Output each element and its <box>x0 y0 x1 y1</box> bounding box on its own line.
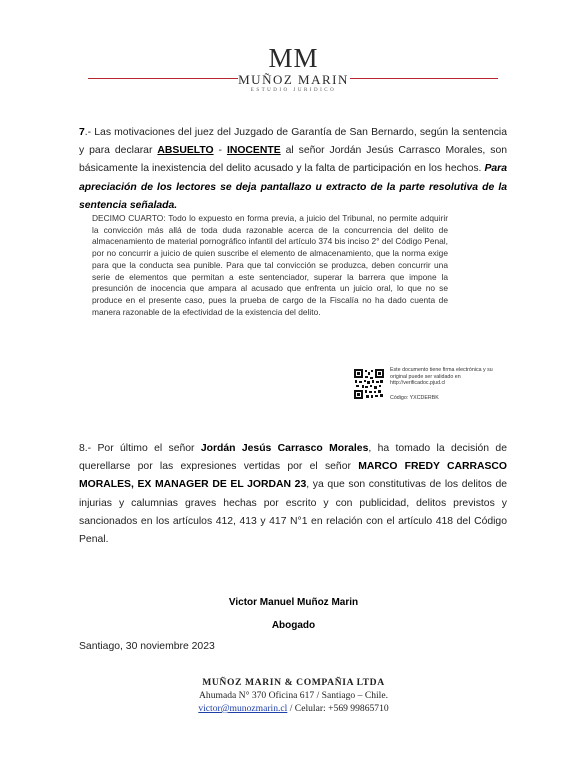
paragraph-7-text-3: al señor Jordán Jesús Carrasco Morales, son básicamente la inexistencia del delito acusado y la falta de participación en los hechos. <box>79 145 507 175</box>
paragraph-8-text-3: , ya que son constitutivas de los delitos de injurias y calumnias graves hechas por escrito y con publicidad, delitos previstos y sancionados en los artículos 412, 413 y 417 N°1 en relación con el artículo 418 del Código Penal. <box>79 479 508 546</box>
document-date: Santiago, 30 noviembre 2023 <box>79 641 215 652</box>
paragraph-7-text-2: - <box>213 145 227 157</box>
footer-address: Ahumada N° 370 Oficina 617 / Santiago – Chile. <box>198 690 389 701</box>
footer-contact <box>0 703 587 714</box>
footer-phone: / Celular: +569 99865710 <box>287 703 389 714</box>
defendant-name: MARCO FREDY CARRASCO MORALES, EX MANAGER DE EL JORDAN 23 <box>79 461 507 491</box>
paragraph-7 <box>79 124 507 215</box>
paragraph-8-text-2: , ha tomado la decisión de querellarse por las expresiones vertidas por el señor <box>79 443 507 473</box>
logo-monogram: MM <box>268 43 319 73</box>
absuelto-term: ABSUELTO <box>157 145 214 157</box>
verification-note: Este documento tiene firma electrónica y su original puede ser validado en http://verificadoc.pjud.cl <box>390 367 493 387</box>
inocente-term: INOCENTE <box>226 145 281 157</box>
footer-email-link[interactable]: victor@munozmarin.cl <box>198 703 288 714</box>
footer-company: MUÑOZ MARIN & COMPAÑIA LTDA <box>202 677 385 688</box>
paragraph-7-number: 7 <box>79 127 85 138</box>
plaintiff-name: Jordán Jesús Carrasco Morales <box>200 443 369 454</box>
paragraph-7-emphasis: Para apreciación de los lectores se deja pantallazo u extracto de la parte resolutiva de la sentencia señalada. <box>79 163 507 211</box>
logo-tagline: ESTUDIO JURIDICO <box>250 88 337 93</box>
logo-firm-name: MUÑOZ MARIN <box>238 72 349 87</box>
signatory-title: Abogado <box>271 620 316 631</box>
verification-code: Código: YXCDERBK <box>390 395 439 401</box>
paragraph-7-text-1: .- Las motivaciones del juez del Juzgado de Garantía de San Bernardo, según la sentencia y para declarar <box>79 127 507 157</box>
paragraph-8-text-1: 8.- Por último el señor <box>79 443 201 454</box>
paragraph-8 <box>79 440 507 549</box>
ruling-excerpt: DECIMO CUARTO: Todo lo expuesto en forma previa, a juicio del Tribunal, no permite adquirir la convicción más allá de toda duda razonable acerca de la concurrencia del delito de almacenamiento de material pornográfico infantil del artículo 374 bis inciso 2° del Código Penal, por no concurrir a juicio de quien suscribe el elemento de almacenamiento, que la norma exige para que la conducta sea punible. Para que tal convicción se produzca, deben concurrir una serie de elementos que permitan a este sentenciador, superar la barrera que impone la presunción de inocencia que ampara al acusado que enfrenta un juicio oral, lo que no se produce en el presente caso, pues la prueba de cargo de la Fiscalía no ha dado cuenta de manera razonable de la efectividad de la existencia del delito. <box>92 213 448 317</box>
signatory-name: Victor Manuel Muñoz Marin <box>228 597 359 608</box>
qr-code-icon <box>354 369 384 399</box>
